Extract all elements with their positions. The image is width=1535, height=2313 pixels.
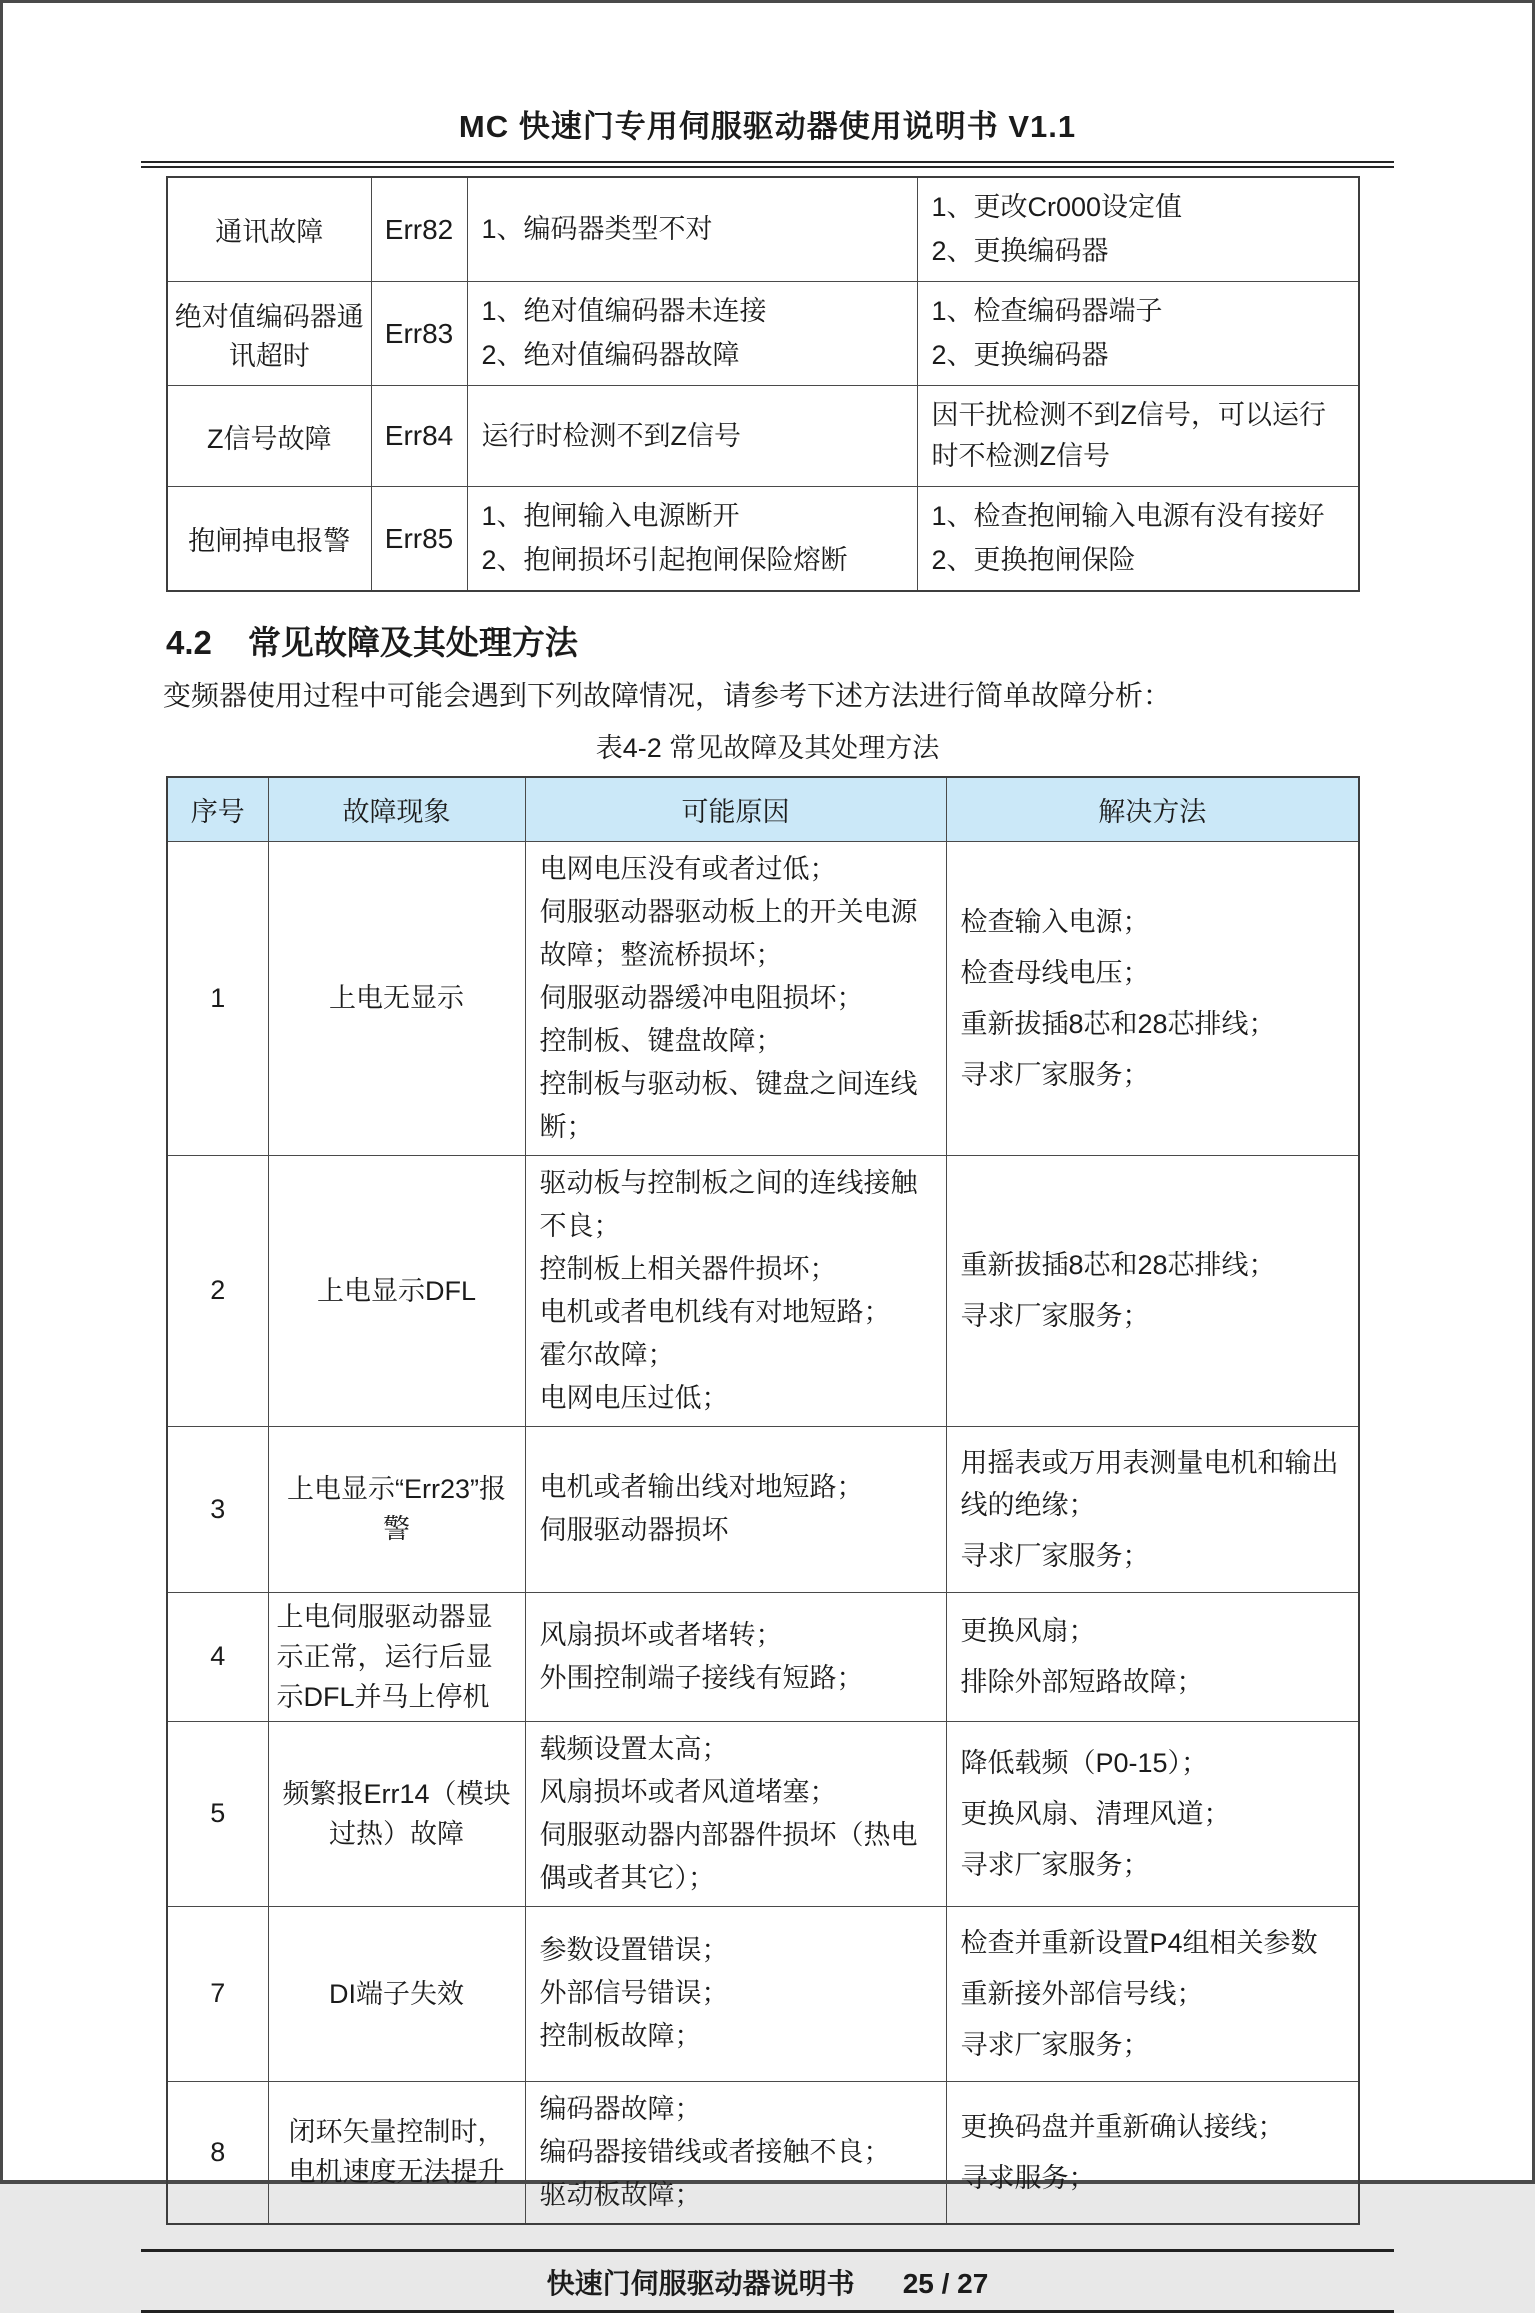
footer-doc-title: 快速门伺服驱动器说明书	[546, 2267, 855, 2299]
row-number: 5	[167, 1721, 268, 1906]
table-row	[167, 2081, 1359, 2224]
text-line: 电机或者输出线对地短路；	[539, 1472, 864, 1502]
text-line: 参数设置错误；	[539, 1935, 729, 1965]
col-header-no: 序号	[167, 777, 268, 841]
text-line: 寻求厂家服务；	[960, 1849, 1150, 1880]
page-footer	[3, 2266, 1532, 2302]
possible-causes	[525, 841, 946, 1155]
text-line: 因干扰检测不到Z信号，可以运行时不检测Z信号	[931, 400, 1326, 471]
table-row	[167, 1426, 1359, 1592]
error-code: Err85	[371, 487, 467, 592]
row-number: 2	[167, 1155, 268, 1426]
text-line: 1、检查编码器端子	[931, 296, 1163, 326]
section-heading	[166, 620, 1532, 666]
col-header-solution: 解决方法	[946, 777, 1359, 841]
text-line: 1、更改Cr000设定值	[931, 192, 1183, 222]
possible-causes	[525, 1721, 946, 1906]
common-fault-table	[166, 776, 1360, 2225]
text-line: 寻求厂家服务；	[960, 1059, 1150, 1090]
fault-cause	[467, 177, 917, 282]
text-line: 伺服驱动器损坏	[539, 1515, 729, 1545]
col-header-cause: 可能原因	[525, 777, 946, 841]
text-line: 检查并重新设置P4组相关参数	[960, 1927, 1318, 1958]
table-row	[167, 841, 1359, 1155]
solutions	[946, 2081, 1359, 2224]
row-number: 8	[167, 2081, 268, 2224]
text-line: 检查母线电压；	[960, 957, 1150, 988]
text-line: 降低载频（P0-15）；	[960, 1747, 1209, 1778]
footer-rule-top	[141, 2249, 1394, 2252]
text-line: 驱动板故障；	[539, 2179, 702, 2210]
possible-causes	[525, 1906, 946, 2081]
text-line: 编码器接错线或者接触不良；	[539, 2136, 891, 2167]
section-title: 常见故障及其处理方法	[247, 624, 578, 661]
text-line: 寻求厂家服务；	[960, 1301, 1150, 1331]
text-line: 控制板与驱动板、键盘之间连线断；	[539, 1068, 918, 1142]
fault-name: Z信号故障	[167, 386, 371, 487]
header-rule	[141, 161, 1394, 168]
row-number: 4	[167, 1592, 268, 1721]
solutions	[946, 1721, 1359, 1906]
fault-phenomenon: 上电无显示	[268, 841, 525, 1155]
section-intro: 变频器使用过程中可能会遇到下列故障情况，请参考下述方法进行简单故障分析：	[163, 680, 1172, 711]
text-line: 电网电压没有或者过低；	[539, 853, 837, 884]
text-line: 更换风扇；	[960, 1616, 1096, 1646]
text-line: 外围控制端子接线有短路；	[539, 1662, 864, 1693]
text-line: 载频设置太高；	[539, 1733, 729, 1764]
text-line: 检查输入电源；	[960, 906, 1150, 937]
text-line: 重新拔插8芯和28芯排线；	[960, 1008, 1276, 1039]
text-line: 重新拔插8芯和28芯排线；	[960, 1250, 1276, 1280]
text-line: 控制板、键盘故障；	[539, 1025, 783, 1056]
fault-solution	[917, 177, 1359, 282]
fault-solution	[917, 386, 1359, 487]
row-number: 1	[167, 841, 268, 1155]
table-row	[167, 1155, 1359, 1426]
fault-phenomenon: 闭环矢量控制时，电机速度无法提升	[268, 2081, 525, 2224]
text-line: 更换码盘并重新确认接线；	[960, 2111, 1285, 2142]
table-header-row	[167, 777, 1359, 841]
text-line: 驱动板与控制板之间的连线接触不良；	[539, 1167, 918, 1241]
text-line: 重新接外部信号线；	[960, 1978, 1204, 2009]
text-line: 1、编码器类型不对	[481, 214, 713, 244]
table-row	[167, 487, 1359, 592]
text-line: 寻求服务；	[960, 2162, 1096, 2193]
footer-rule-bottom	[141, 2310, 1394, 2313]
text-line: 2、绝对值编码器故障	[481, 340, 740, 370]
page-title: MC 快速门专用伺服驱动器使用说明书 V1.1	[458, 109, 1077, 144]
text-line: 伺服驱动器内部器件损坏（热电偶或者其它）；	[539, 1819, 918, 1893]
text-line: 2、更换编码器	[931, 236, 1109, 266]
text-line: 用摇表或万用表测量电机和输出线的绝缘；	[960, 1447, 1339, 1520]
fault-phenomenon: 上电显示DFL	[268, 1155, 525, 1426]
row-number: 7	[167, 1906, 268, 2081]
fault-cause	[467, 282, 917, 386]
text-line: 控制板故障；	[539, 2021, 702, 2051]
fault-name: 通讯故障	[167, 177, 371, 282]
fault-phenomenon: DI端子失效	[268, 1906, 525, 2081]
text-line: 风扇损坏或者风道堵塞；	[539, 1776, 837, 1807]
error-code: Err82	[371, 177, 467, 282]
text-line: 排除外部短路故障；	[960, 1667, 1204, 1697]
text-line: 运行时检测不到Z信号	[481, 420, 741, 451]
solutions	[946, 1592, 1359, 1721]
possible-causes	[525, 1592, 946, 1721]
fault-phenomenon: 频繁报Err14（模块过热）故障	[268, 1721, 525, 1906]
text-line: 霍尔故障；	[539, 1339, 675, 1370]
table-row	[167, 1721, 1359, 1906]
fault-solution	[917, 487, 1359, 592]
table-row	[167, 177, 1359, 282]
table-row	[167, 282, 1359, 386]
text-line: 1、检查抱闸输入电源有没有接好	[931, 501, 1325, 531]
fault-cause	[467, 386, 917, 487]
text-line: 编码器故障；	[539, 2093, 702, 2124]
error-code-table	[166, 176, 1360, 592]
solutions	[946, 1426, 1359, 1592]
table-caption: 表4-2 常见故障及其处理方法	[595, 733, 940, 763]
fault-phenomenon: 上电伺服驱动器显示正常，运行后显示DFL并马上停机	[268, 1592, 525, 1721]
text-line: 寻求厂家服务；	[960, 1540, 1150, 1571]
text-line: 伺服驱动器驱动板上的开关电源故障；整流桥损坏；	[539, 896, 918, 970]
text-line: 1、抱闸输入电源断开	[481, 501, 740, 531]
text-line: 2、抱闸损坏引起抱闸保险熔断	[481, 545, 848, 575]
solutions	[946, 1155, 1359, 1426]
text-line: 风扇损坏或者堵转；	[539, 1619, 783, 1650]
fault-cause	[467, 487, 917, 592]
table-row	[167, 1906, 1359, 2081]
footer-page-number: 25 / 27	[902, 2267, 989, 2299]
text-line: 寻求厂家服务；	[960, 2029, 1150, 2060]
fault-solution	[917, 282, 1359, 386]
table-row	[167, 386, 1359, 487]
text-line: 2、更换抱闸保险	[931, 545, 1136, 575]
possible-causes	[525, 2081, 946, 2224]
section-number: 4.2	[166, 624, 212, 661]
fault-name: 抱闸掉电报警	[167, 487, 371, 592]
fault-name: 绝对值编码器通讯超时	[167, 282, 371, 386]
text-line: 电机或者电机线有对地短路；	[539, 1296, 891, 1327]
possible-causes	[525, 1426, 946, 1592]
text-line: 电网电压过低；	[539, 1382, 729, 1413]
row-number: 3	[167, 1426, 268, 1592]
solutions	[946, 1906, 1359, 2081]
text-line: 伺服驱动器缓冲电阻损坏；	[539, 982, 864, 1013]
col-header-phenomenon: 故障现象	[268, 777, 525, 841]
possible-causes	[525, 1155, 946, 1426]
error-code: Err83	[371, 282, 467, 386]
table-row	[167, 1592, 1359, 1721]
text-line: 更换风扇、清理风道；	[960, 1798, 1231, 1829]
text-line: 2、更换编码器	[931, 340, 1109, 370]
error-code: Err84	[371, 386, 467, 487]
solutions	[946, 841, 1359, 1155]
fault-phenomenon: 上电显示“Err23”报警	[268, 1426, 525, 1592]
text-line: 1、绝对值编码器未连接	[481, 296, 767, 326]
text-line: 外部信号错误；	[539, 1978, 729, 2008]
text-line: 控制板上相关器件损坏；	[539, 1253, 837, 1284]
